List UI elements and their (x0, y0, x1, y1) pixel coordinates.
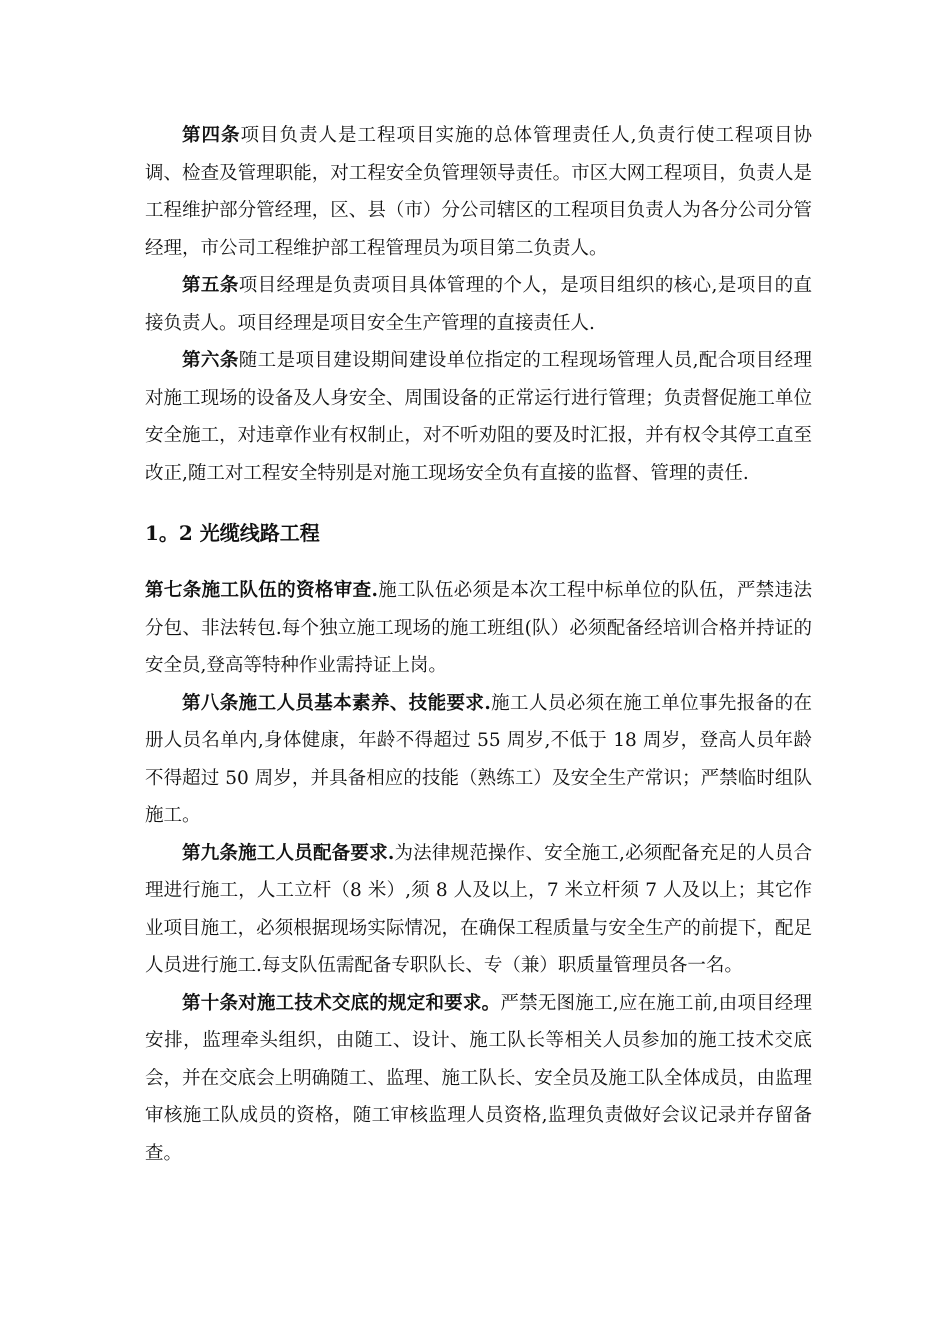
article-5-label: 第五条 (182, 275, 239, 296)
article-9-label: 第九条施工人员配备要求. (182, 842, 395, 864)
article-5-text: 项目经理是负责项目具体管理的个人，是项目组织的核心,是项目的直接负责人。项目经理是项目安全生产管理的直接责任人. (145, 275, 812, 334)
article-6-paragraph (145, 342, 812, 492)
article-5-paragraph (145, 267, 812, 342)
section-heading: 1。2 光缆线路工程 (145, 521, 320, 545)
article-9-paragraph (145, 835, 812, 985)
article-8-label: 第八条施工人员基本素养、技能要求. (182, 692, 491, 714)
article-9-text: 为法律规范操作、安全施工,必须配备充足的人员合理进行施工，人工立杆（8 米）,须 8 人及以上，7 米立杆须 7 人及以上；其它作业项目施工，必须根据现场实际情况，在确保工程质量与安全生产的前提下，配足人员进行施工.每支队伍需配备专职队长、专（兼）职质量管理员各一名。 (145, 842, 812, 976)
article-8-paragraph (145, 685, 812, 835)
article-4-label: 第四条 (182, 125, 241, 146)
article-7-paragraph (145, 572, 812, 685)
article-10-paragraph (145, 985, 812, 1173)
article-7-text: 施工队伍必须是本次工程中标单位的队伍，严禁违法分包、非法转包.每个独立施工现场的施工班组(队）必须配备经培训合格并持证的安全员,登高等特种作业需持证上岗。 (145, 580, 812, 676)
article-6-label: 第六条 (182, 350, 239, 371)
document-body (145, 117, 812, 1172)
article-6-text: 随工是项目建设期间建设单位指定的工程现场管理人员,配合项目经理对施工现场的设备及人身安全、周围设备的正常运行进行管理；负责督促施工单位安全施工，对违章作业有权制止，对不听劝阻的要及时汇报，并有权令其停工直至改正,随工对工程安全特别是对施工现场安全负有直接的监督、管理的责任. (145, 350, 812, 484)
article-10-text: 严禁无图施工,应在施工前,由项目经理安排，监理牵头组织，由随工、设计、施工队长等相关人员参加的施工技术交底会，并在交底会上明确随工、监理、施工队长、安全员及施工队全体成员，由监理审核施工队成员的资格，随工审核监理人员资格,监理负责做好会议记录并存留备查。 (145, 992, 812, 1164)
article-4-paragraph (145, 117, 812, 267)
article-8-text: 施工人员必须在施工单位事先报备的在册人员名单内,身体健康，年龄不得超过 55 周岁,不低于 18 周岁，登高人员年龄不得超过 50 周岁，并具备相应的技能（熟练工）及安全生产常识；严禁临时组队施工。 (145, 692, 812, 826)
article-10-label: 第十条对施工技术交底的规定和要求。 (182, 992, 501, 1014)
article-4-text: 项目负责人是工程项目实施的总体管理责任人,负责行使工程项目协调、检查及管理职能，对工程安全负管理领导责任。市区大网工程项目，负责人是工程维护部分管经理，区、县（市）分公司辖区的工程项目负责人为各分公司分管经理，市公司工程维护部工程管理员为项目第二负责人。 (145, 125, 812, 259)
article-7-label: 第七条施工队伍的资格审查. (145, 580, 378, 601)
